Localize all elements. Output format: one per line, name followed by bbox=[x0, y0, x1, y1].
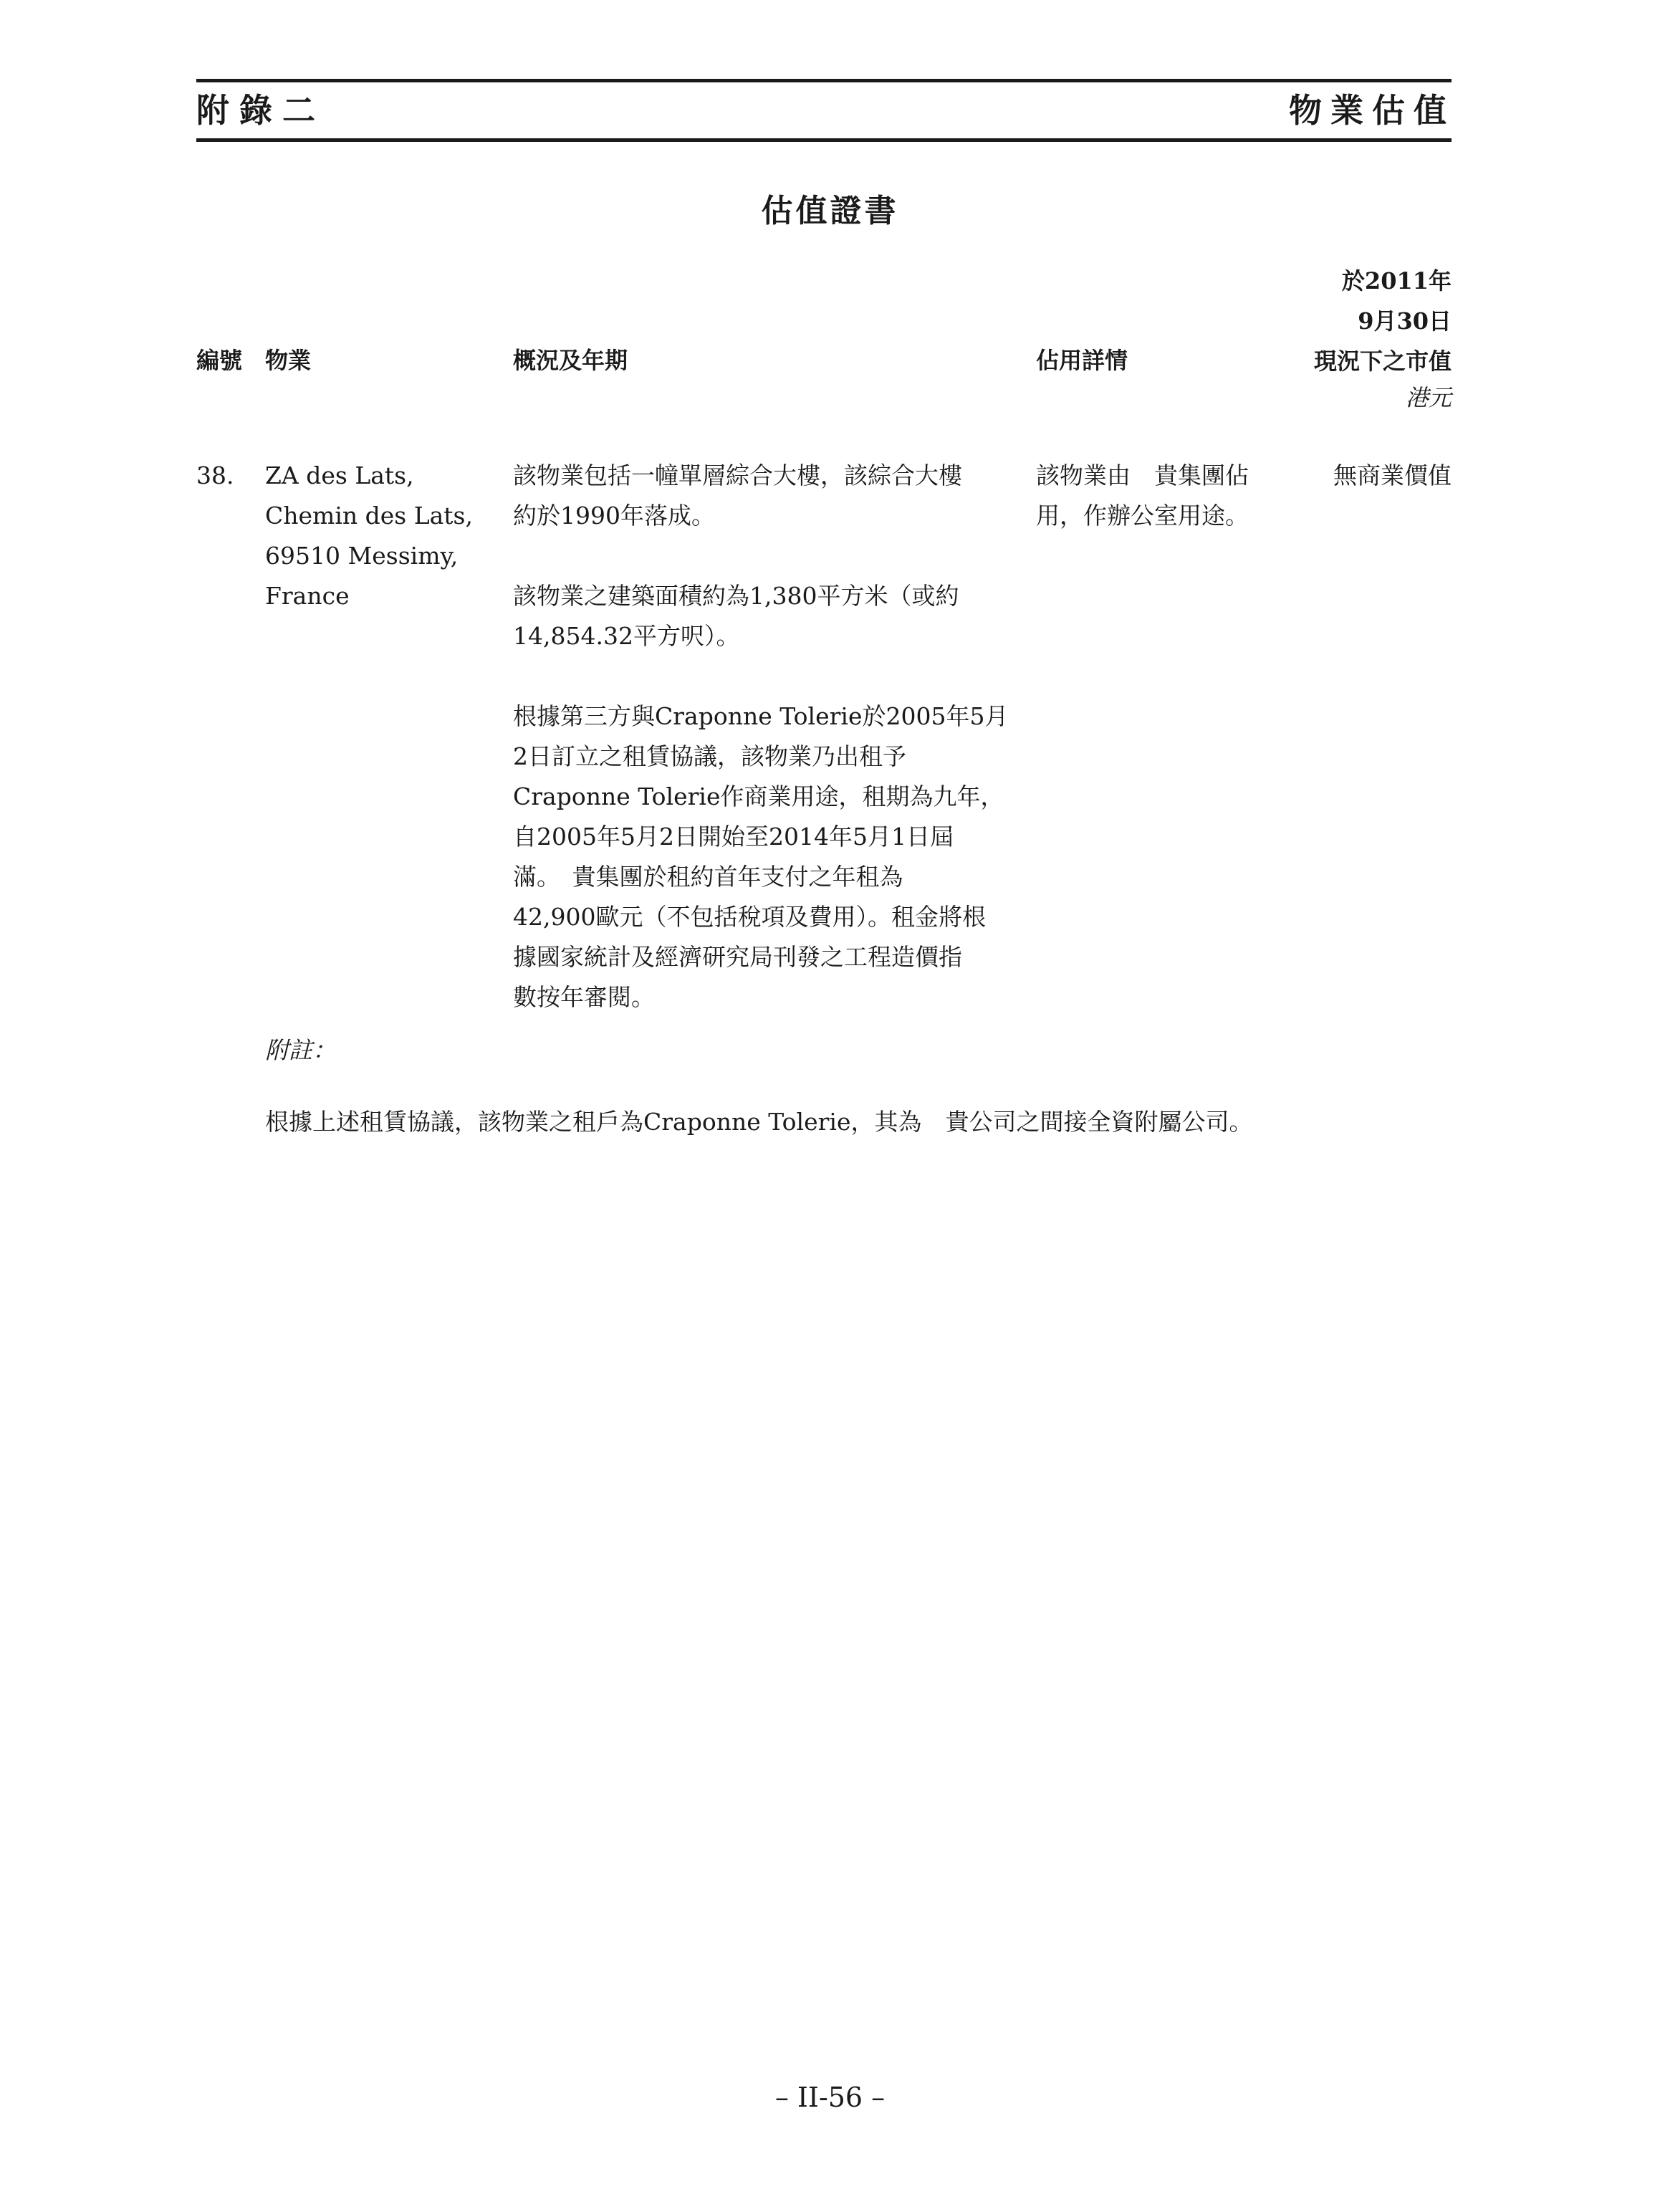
notes-title: 附註： bbox=[265, 1036, 336, 1064]
value-header-line: 9月30日 bbox=[1358, 307, 1452, 335]
col-header-no: 編號 bbox=[196, 347, 243, 374]
description-line: 約於1990年落成。 bbox=[513, 502, 715, 530]
description-line: 根據第三方與Craponne Tolerie於2005年5月 bbox=[513, 702, 1009, 730]
occupancy-line: 用，作辦公室用途。 bbox=[1036, 502, 1249, 530]
row-number: 38. bbox=[196, 461, 234, 489]
page-number: – II-56 – bbox=[774, 2082, 886, 2113]
address-line: 69510 Messimy, bbox=[265, 542, 459, 570]
address-line: France bbox=[265, 582, 350, 610]
header-top-rule bbox=[196, 79, 1452, 82]
col-header-description: 概況及年期 bbox=[513, 347, 628, 374]
description-line: 42,900歐元（不包括稅項及費用）。租金將根 bbox=[513, 903, 986, 931]
description-line: 滿。 貴集團於租約首年支付之年租為 bbox=[513, 863, 903, 891]
occupancy-cell bbox=[1036, 456, 1249, 536]
value-header-line: 現況下之市值 bbox=[1313, 348, 1452, 375]
appendix-label: 附錄二 bbox=[196, 91, 325, 130]
description-line: 2日訂立之租賃協議，該物業乃出租予 bbox=[513, 742, 906, 770]
description-line: 該物業包括一幢單層綜合大樓，該綜合大樓 bbox=[513, 461, 962, 489]
description-line: 14,854.32平方呎）。 bbox=[513, 622, 740, 650]
address-line: Chemin des Lats, bbox=[265, 502, 473, 530]
description-line: 據國家統計及經濟研究局刊發之工程造價指 bbox=[513, 943, 962, 971]
property-address bbox=[265, 456, 473, 616]
section-label: 物業估值 bbox=[1289, 91, 1455, 130]
page-title: 估值證書 bbox=[761, 193, 899, 229]
address-line: ZA des Lats, bbox=[265, 461, 414, 489]
header-bottom-rule bbox=[196, 138, 1452, 142]
description-line: 該物業之建築面積約為1,380平方米（或約 bbox=[513, 582, 959, 610]
notes-text: 根據上述租賃協議，該物業之租戶為Craponne Tolerie，其為 貴公司之間接全資附屬公司。 bbox=[265, 1108, 1253, 1136]
description-line: Craponne Tolerie作商業用途，租期為九年， bbox=[513, 782, 1004, 810]
value-header-line: 於2011年 bbox=[1341, 267, 1452, 295]
col-header-value bbox=[1314, 261, 1452, 381]
description-line: 自2005年5月2日開始至2014年5月1日屆 bbox=[513, 823, 954, 851]
description-cell bbox=[513, 456, 1008, 1018]
occupancy-line: 該物業由 貴集團佔 bbox=[1036, 461, 1249, 489]
col-header-property: 物業 bbox=[265, 347, 312, 374]
description-line: 數按年審閱。 bbox=[513, 983, 655, 1011]
col-header-occupancy: 佔用詳情 bbox=[1036, 347, 1128, 374]
market-value: 無商業價值 bbox=[1333, 461, 1452, 489]
currency-unit: 港元 bbox=[1405, 384, 1452, 411]
